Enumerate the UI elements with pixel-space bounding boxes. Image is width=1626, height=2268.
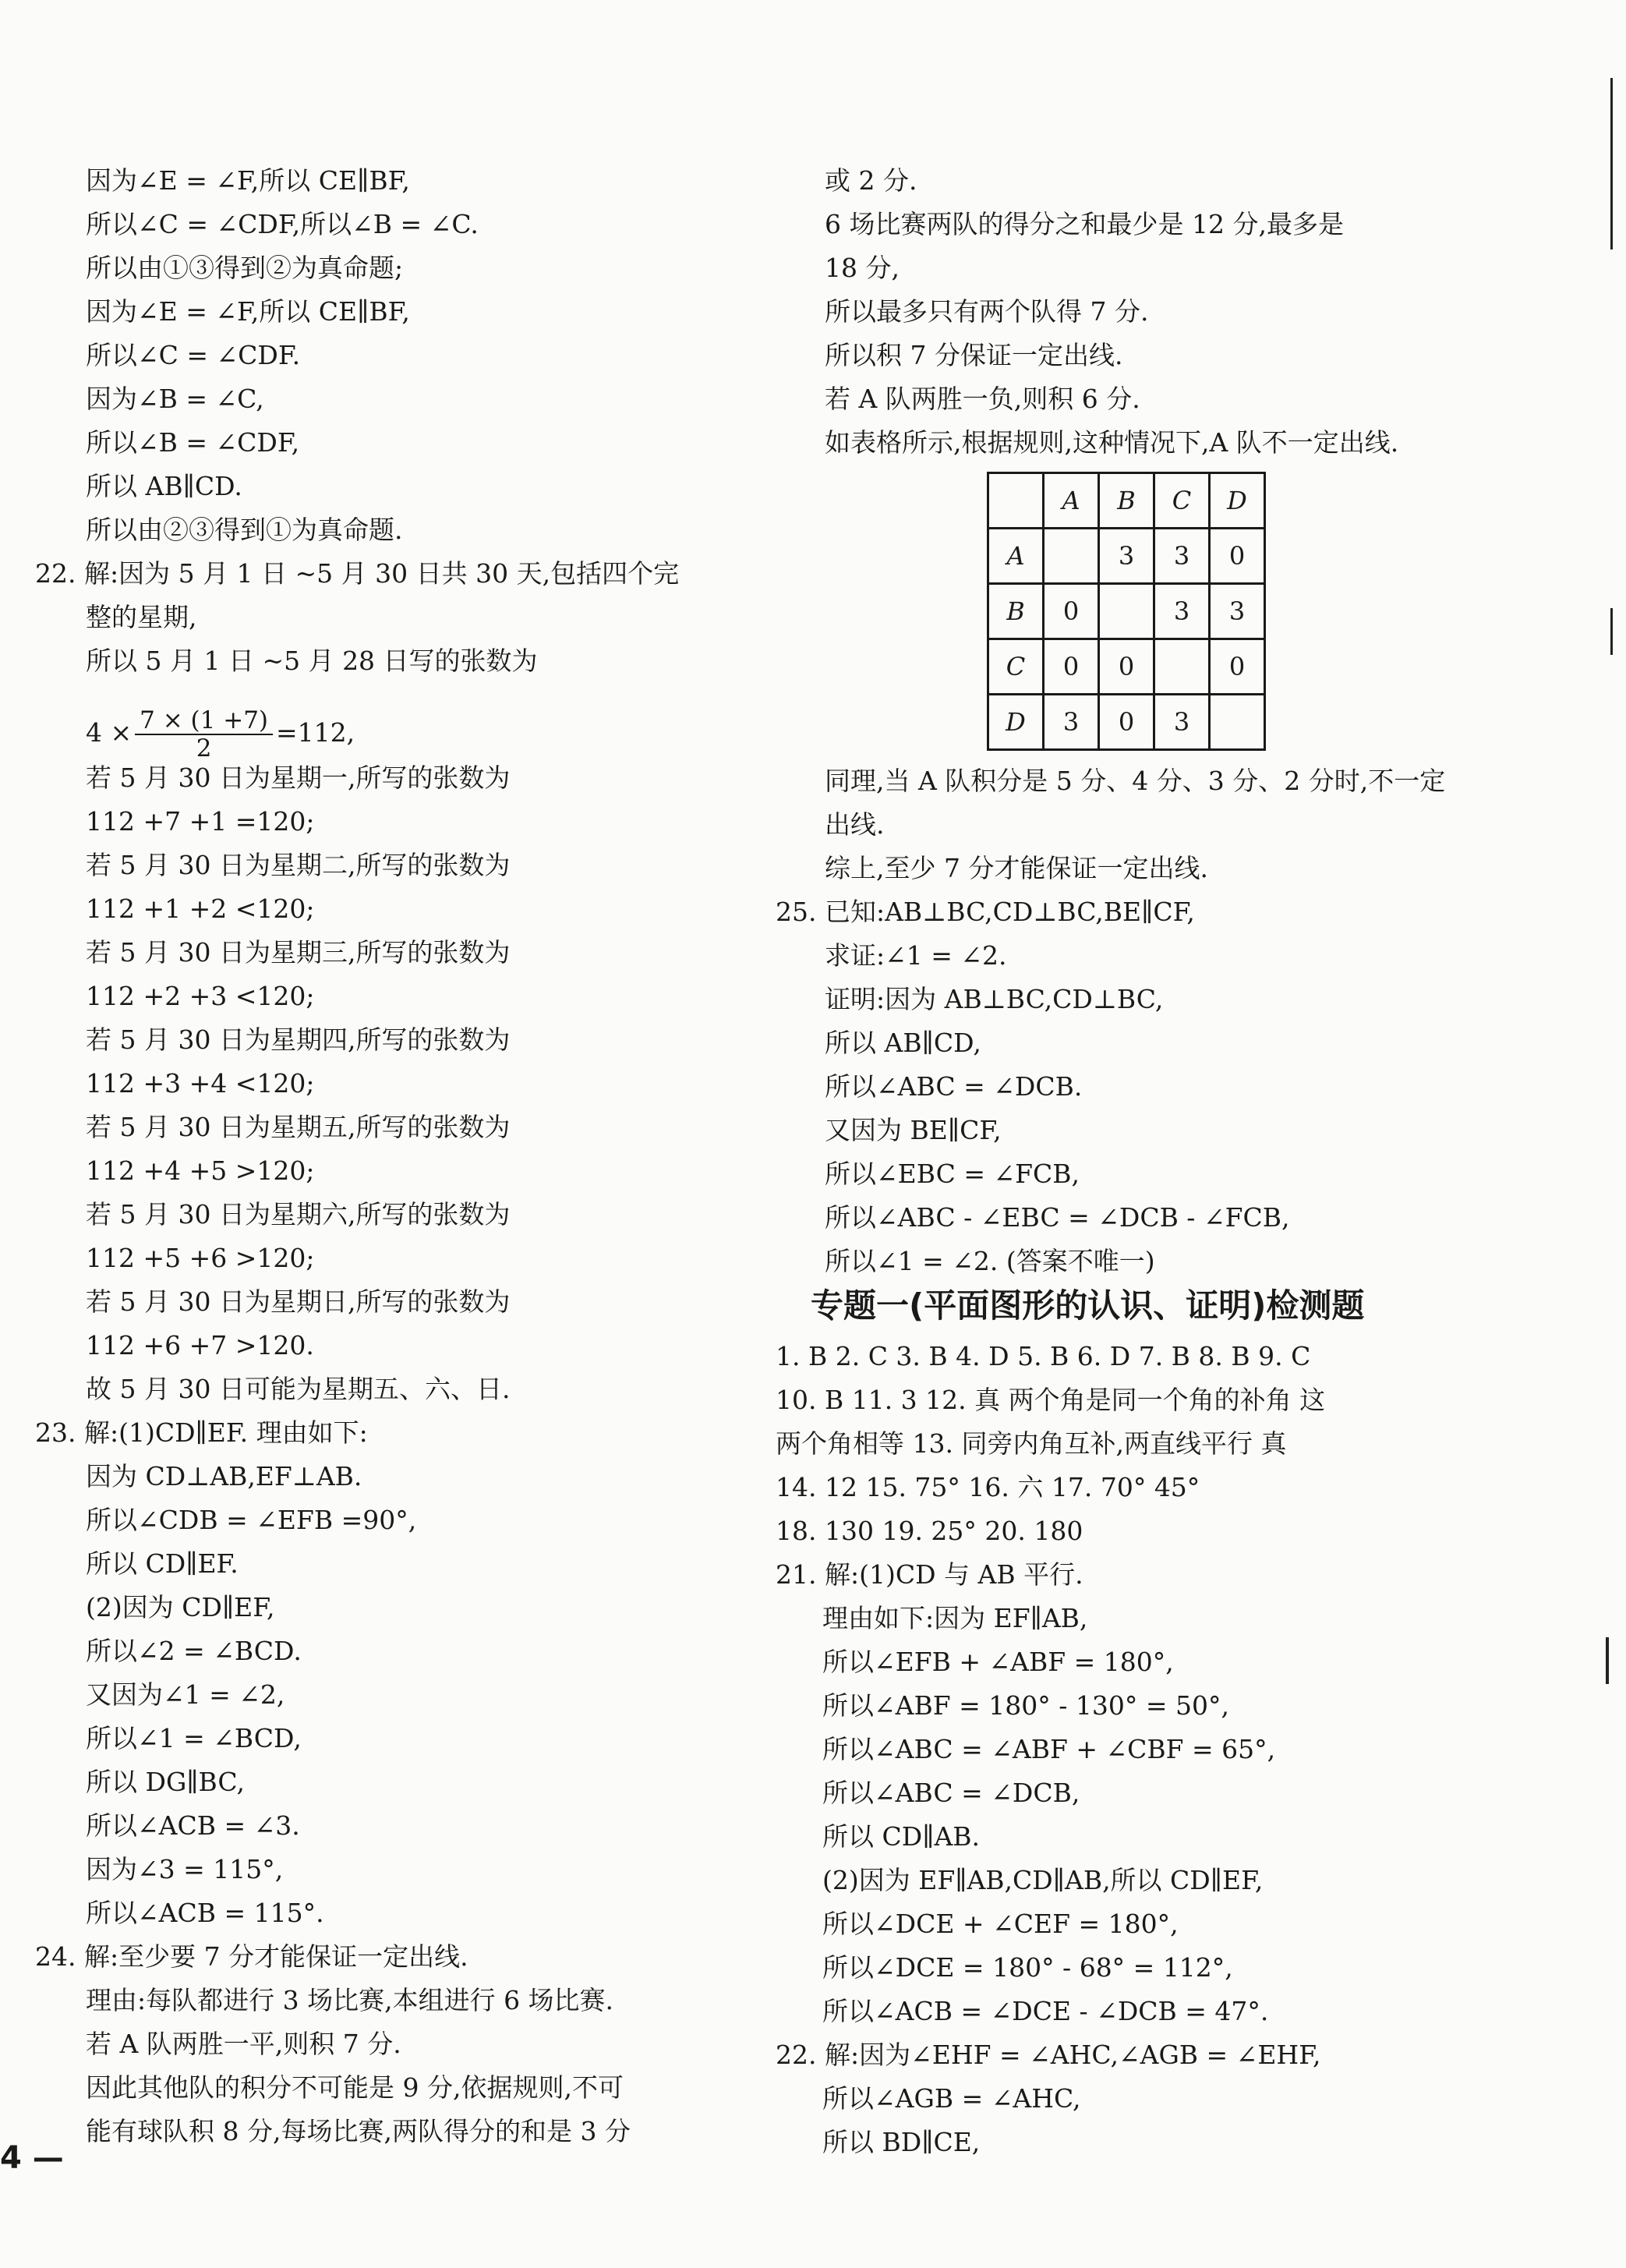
text-line: 因此其他队的积分不可能是 9 分,依据规则,不可 xyxy=(86,2072,624,2103)
answer-line: 18. 130 19. 25° 20. 180 xyxy=(776,1516,1083,1546)
problem-22-start: 22. 解:因为 5 月 1 日 ~5 月 30 日共 30 天,包括四个完 xyxy=(35,558,680,589)
table-corner-cell xyxy=(988,473,1044,529)
table-cell: 0 xyxy=(1099,639,1154,695)
text-line: 112 +6 +7 >120. xyxy=(86,1330,314,1360)
text-line: 所以由①③得到②为真命题; xyxy=(86,253,404,283)
table-cell xyxy=(1099,584,1154,639)
text-line: 理由如下:因为 EF∥AB, xyxy=(822,1603,1088,1633)
table-cell: 3 xyxy=(1210,584,1265,639)
table-row-label: A xyxy=(988,529,1044,584)
text-line: 所以最多只有两个队得 7 分. xyxy=(825,296,1149,327)
table-cell: 0 xyxy=(1210,639,1265,695)
text-line: 理由:每队都进行 3 场比赛,本组进行 6 场比赛. xyxy=(86,1985,614,2015)
text-line: 若 A 队两胜一负,则积 6 分. xyxy=(825,384,1140,414)
text-line: 因为 CD⊥AB,EF⊥AB. xyxy=(86,1461,362,1491)
text-line: 所以∠DCE = 180° - 68° = 112°, xyxy=(822,1952,1233,1983)
text-line: 112 +4 +5 >120; xyxy=(86,1155,315,1186)
table-cell xyxy=(1044,529,1099,584)
problem-21-start: 21. 解:(1)CD 与 AB 平行. xyxy=(776,1559,1083,1590)
text-line: 112 +2 +3 <120; xyxy=(86,981,315,1011)
table-header-cell: D xyxy=(1210,473,1265,529)
text-line: 所以 BD∥CE, xyxy=(822,2127,981,2157)
text-line: 若 5 月 30 日为星期六,所写的张数为 xyxy=(86,1199,511,1230)
text-line: 又因为∠1 = ∠2, xyxy=(86,1679,285,1710)
scan-edge-mark xyxy=(1610,78,1613,249)
table-cell xyxy=(1210,695,1265,750)
text-line: 如表格所示,根据规则,这种情况下,A 队不一定出线. xyxy=(825,427,1399,458)
text-line: 所以 AB∥CD, xyxy=(825,1028,981,1058)
text-line: 若 5 月 30 日为星期三,所写的张数为 xyxy=(86,937,511,968)
text-line: 112 +7 +1 =120; xyxy=(86,806,315,837)
table-header-cell: A xyxy=(1044,473,1099,529)
table-cell: 3 xyxy=(1154,695,1210,750)
text-line: 所以∠C = ∠CDF,所以∠B = ∠C. xyxy=(86,209,479,239)
text-line: 所以 5 月 1 日 ~5 月 28 日写的张数为 xyxy=(86,646,538,676)
table-row-label: C xyxy=(988,639,1044,695)
text-line: 能有球队积 8 分,每场比赛,两队得分的和是 3 分 xyxy=(86,2116,631,2146)
text-line: 所以∠ACB = ∠DCE - ∠DCB = 47°. xyxy=(822,1996,1269,2026)
score-table xyxy=(987,472,1266,751)
text-line: 112 +5 +6 >120; xyxy=(86,1243,315,1273)
problem-25-start: 25. 已知:AB⊥BC,CD⊥BC,BE∥CF, xyxy=(776,897,1195,927)
text-line: 所以∠ABC - ∠EBC = ∠DCB - ∠FCB, xyxy=(825,1202,1290,1233)
text-line: 故 5 月 30 日可能为星期五、六、日. xyxy=(86,1374,511,1404)
text-line: 证明:因为 AB⊥BC,CD⊥BC, xyxy=(825,984,1164,1014)
text-line: 所以∠ABF = 180° - 130° = 50°, xyxy=(822,1690,1229,1721)
problem-22b-start: 22. 解:因为∠EHF = ∠AHC,∠AGB = ∠EHF, xyxy=(776,2040,1321,2070)
table-cell: 0 xyxy=(1044,639,1099,695)
table-header-cell: C xyxy=(1154,473,1210,529)
text-line: 所以由②③得到①为真命题. xyxy=(86,515,403,545)
answer-line: 1. B 2. C 3. B 4. D 5. B 6. D 7. B 8. B 9. C xyxy=(776,1341,1311,1371)
table-cell: 3 xyxy=(1154,584,1210,639)
text-line: 112 +3 +4 <120; xyxy=(86,1068,315,1099)
fraction xyxy=(135,707,273,762)
text-line: 所以∠ABC = ∠DCB. xyxy=(825,1071,1083,1102)
text-line: 若 5 月 30 日为星期一,所写的张数为 xyxy=(86,762,511,793)
page-number: 4 — xyxy=(0,2140,64,2176)
table-row xyxy=(988,529,1265,584)
text-line: 所以∠CDB = ∠EFB =90°, xyxy=(86,1505,417,1535)
text-line: 所以∠ABC = ∠DCB, xyxy=(822,1778,1080,1808)
table-cell: 3 xyxy=(1099,529,1154,584)
answer-line: 两个角相等 13. 同旁内角互补,两直线平行 真 xyxy=(776,1428,1287,1459)
table-row-label: D xyxy=(988,695,1044,750)
problem-24-start: 24. 解:至少要 7 分才能保证一定出线. xyxy=(35,1941,468,1972)
scan-edge-mark xyxy=(1610,608,1613,655)
fraction-prefix: 4 × xyxy=(86,717,133,748)
table-cell: 3 xyxy=(1154,529,1210,584)
text-line: 所以∠B = ∠CDF, xyxy=(86,427,300,458)
text-line: (2)因为 EF∥AB,CD∥AB,所以 CD∥EF, xyxy=(822,1865,1264,1895)
text-line: 因为∠E = ∠F,所以 CE∥BF, xyxy=(86,296,410,327)
text-line: 所以∠C = ∠CDF. xyxy=(86,340,301,370)
table-row xyxy=(988,695,1265,750)
text-line: 所以 DG∥BC, xyxy=(86,1767,245,1797)
text-line: 所以积 7 分保证一定出线. xyxy=(825,340,1123,370)
table-row xyxy=(988,584,1265,639)
answer-line: 14. 12 15. 75° 16. 六 17. 70° 45° xyxy=(776,1472,1200,1502)
scan-edge-mark xyxy=(1606,1637,1609,1684)
text-line: 所以∠ACB = 115°. xyxy=(86,1898,324,1928)
text-line: 所以∠AGB = ∠AHC, xyxy=(822,2083,1081,2114)
text-line: 整的星期, xyxy=(86,602,197,632)
text-line: 同理,当 A 队积分是 5 分、4 分、3 分、2 分时,不一定 xyxy=(825,766,1446,796)
text-line: 所以 AB∥CD. xyxy=(86,471,242,501)
text-line: 求证:∠1 = ∠2. xyxy=(825,940,1007,971)
text-line: 所以∠1 = ∠2. (答案不唯一) xyxy=(825,1246,1155,1276)
text-line: 若 5 月 30 日为星期五,所写的张数为 xyxy=(86,1112,511,1142)
text-line: 112 +1 +2 <120; xyxy=(86,893,315,924)
table-header-cell: B xyxy=(1099,473,1154,529)
text-line: 所以 CD∥EF. xyxy=(86,1548,239,1579)
text-line: 所以∠ACB = ∠3. xyxy=(86,1810,300,1841)
text-line: 所以∠EBC = ∠FCB, xyxy=(825,1159,1080,1189)
table-row xyxy=(988,639,1265,695)
fraction-denominator: 2 xyxy=(196,734,212,762)
table-cell: 0 xyxy=(1099,695,1154,750)
text-line: 所以 CD∥AB. xyxy=(822,1821,981,1852)
text-line: 若 5 月 30 日为星期日,所写的张数为 xyxy=(86,1286,511,1317)
table-cell: 0 xyxy=(1210,529,1265,584)
text-line: 所以∠ABC = ∠ABF + ∠CBF = 65°, xyxy=(822,1734,1276,1764)
text-line: 若 5 月 30 日为星期二,所写的张数为 xyxy=(86,850,511,880)
table-header-row xyxy=(988,473,1265,529)
text-line: 综上,至少 7 分才能保证一定出线. xyxy=(825,853,1208,883)
text-line: 因为∠3 = 115°, xyxy=(86,1854,284,1884)
text-line: 所以∠EFB + ∠ABF = 180°, xyxy=(822,1647,1174,1677)
text-line: 因为∠B = ∠C, xyxy=(86,384,264,414)
answer-line: 10. B 11. 3 12. 真 两个角是同一个角的补角 这 xyxy=(776,1385,1326,1415)
problem-23-start: 23. 解:(1)CD∥EF. 理由如下: xyxy=(35,1417,368,1448)
text-line: 若 5 月 30 日为星期四,所写的张数为 xyxy=(86,1024,511,1055)
text-line: (2)因为 CD∥EF, xyxy=(86,1592,275,1622)
text-line: 出线. xyxy=(825,809,885,840)
text-line: 所以∠DCE + ∠CEF = 180°, xyxy=(822,1909,1179,1939)
table-cell: 3 xyxy=(1044,695,1099,750)
text-line: 所以∠2 = ∠BCD. xyxy=(86,1636,302,1666)
section-title: 专题一(平面图形的认识、证明)检测题 xyxy=(811,1286,1365,1325)
text-line: 18 分, xyxy=(825,253,900,283)
table-row-label: B xyxy=(988,584,1044,639)
text-line: 6 场比赛两队的得分之和最少是 12 分,最多是 xyxy=(825,209,1344,239)
fraction-numerator: 7 × (1 +7) xyxy=(135,707,273,735)
table-cell xyxy=(1154,639,1210,695)
text-line: 所以∠1 = ∠BCD, xyxy=(86,1723,302,1753)
table-cell: 0 xyxy=(1044,584,1099,639)
text-line: 因为∠E = ∠F,所以 CE∥BF, xyxy=(86,165,410,196)
text-line: 又因为 BE∥CF, xyxy=(825,1115,1002,1145)
text-line: 或 2 分. xyxy=(825,165,917,196)
text-line: 若 A 队两胜一平,则积 7 分. xyxy=(86,2029,401,2059)
fraction-equation xyxy=(86,702,355,764)
fraction-suffix: =112, xyxy=(276,717,355,748)
